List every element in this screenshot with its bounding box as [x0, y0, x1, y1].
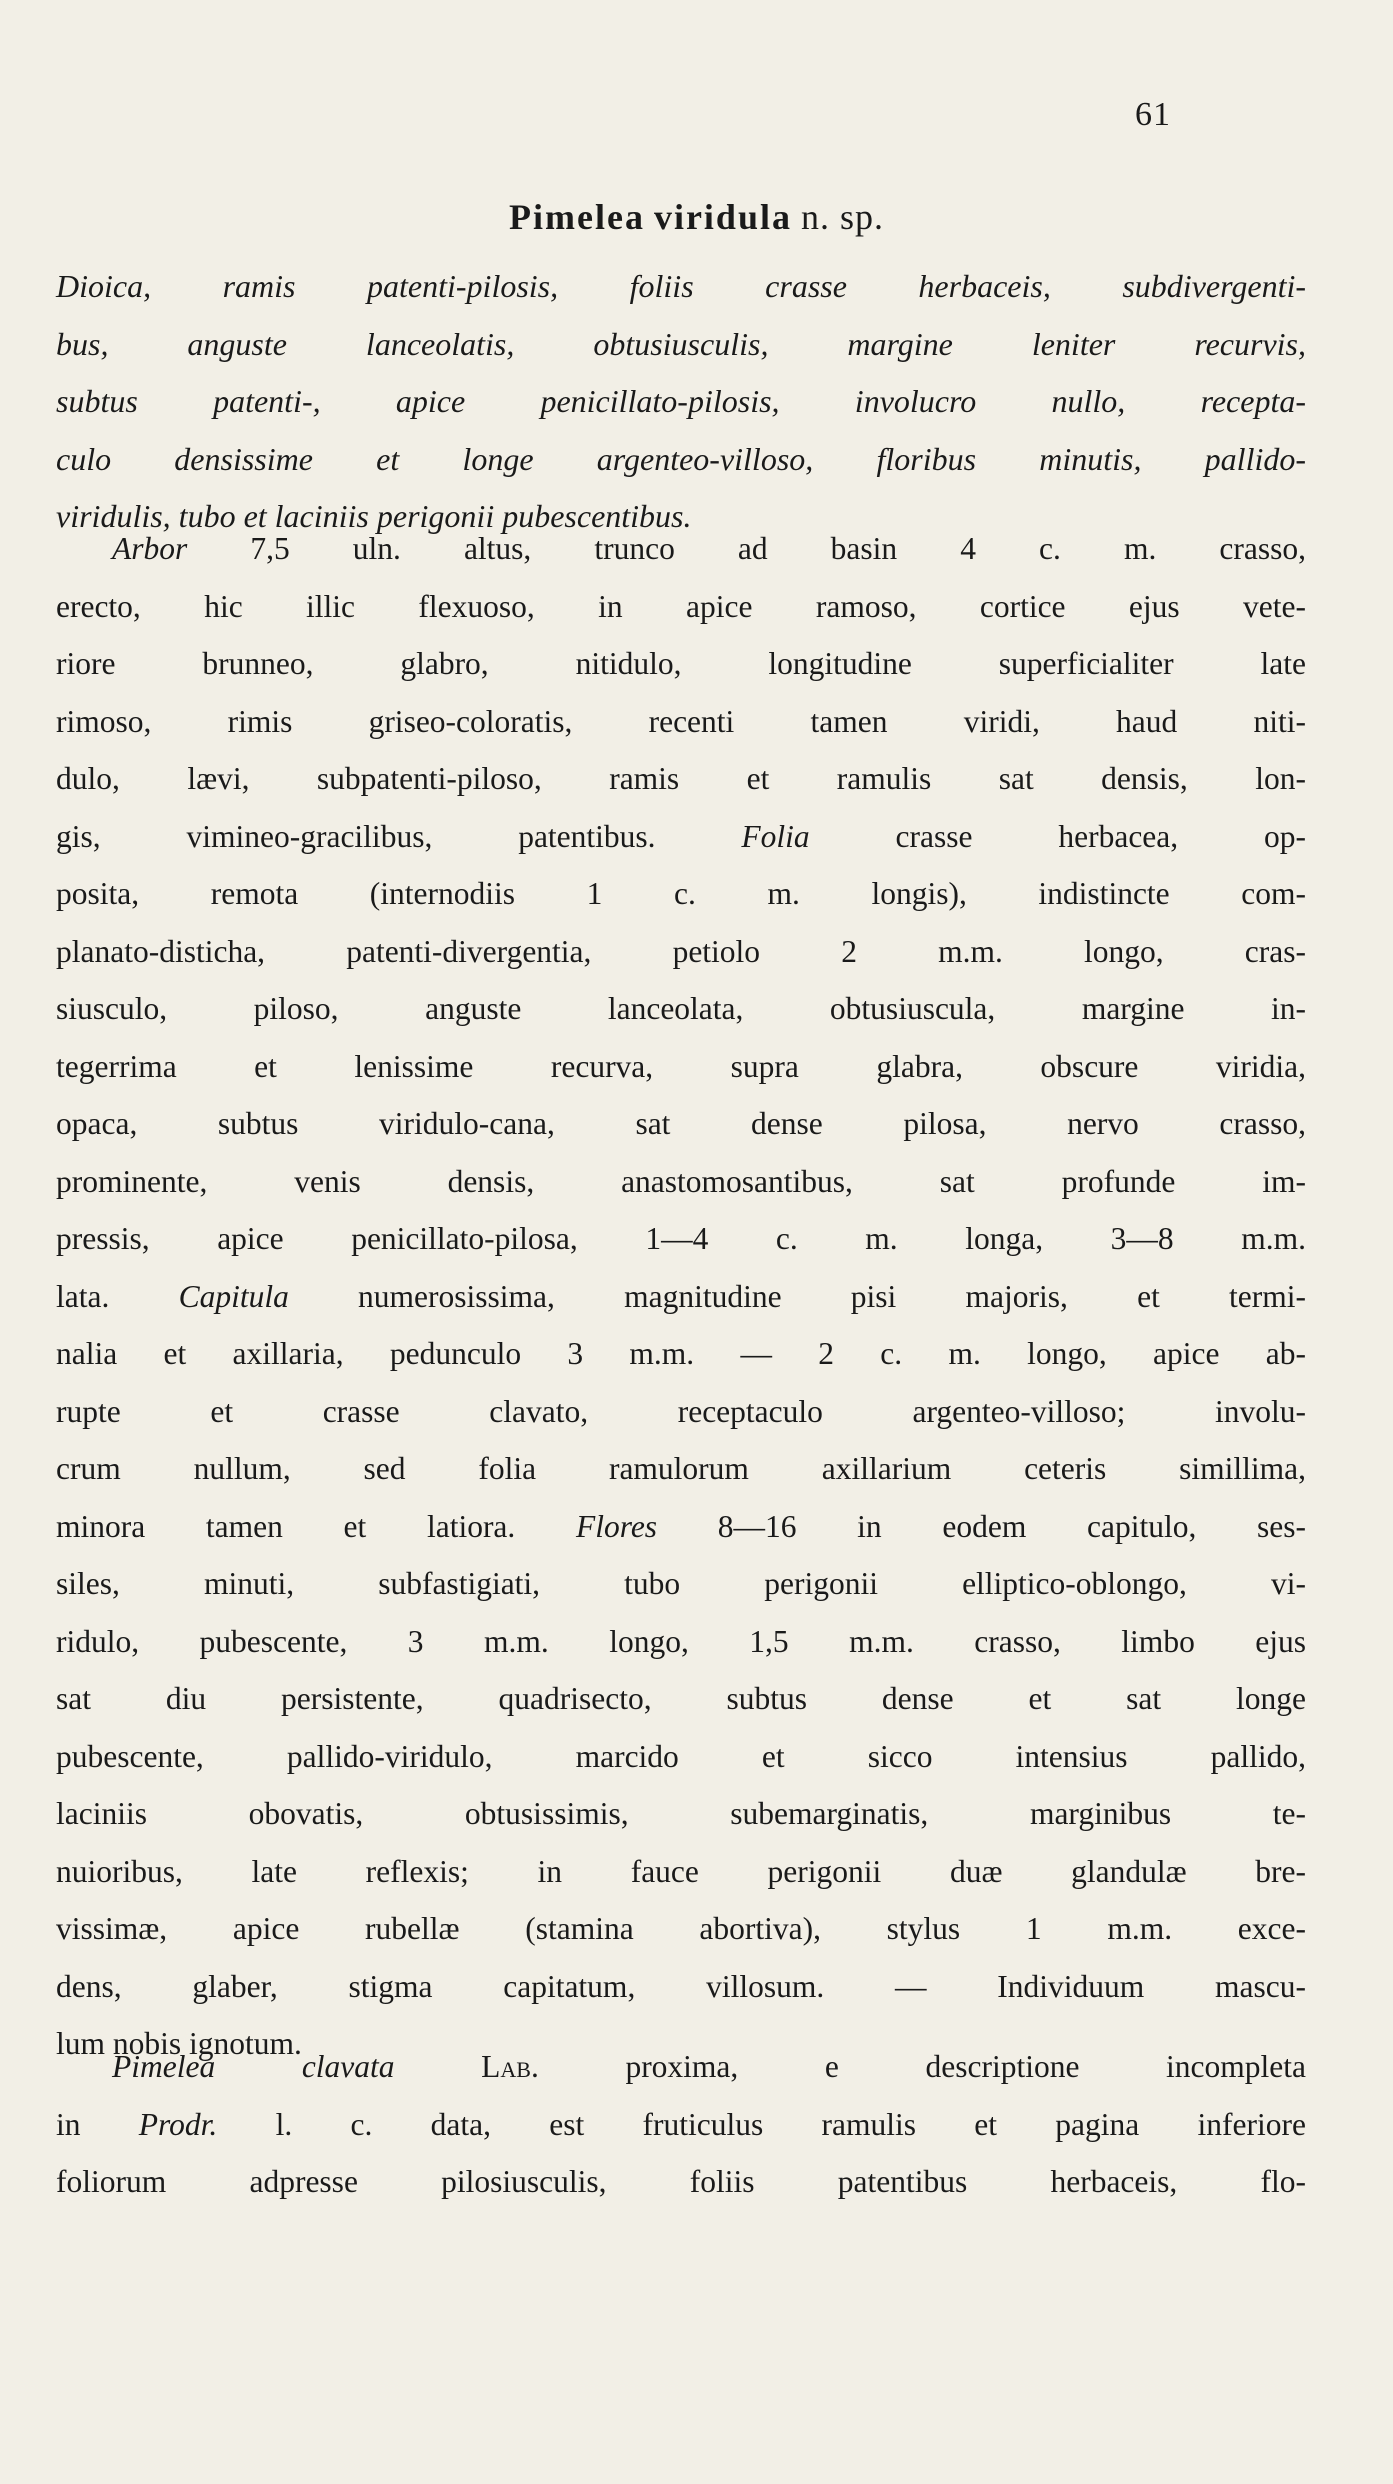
- diagnosis-line: viridulis, tubo et laciniis perigonii pubescentibus.: [56, 498, 692, 534]
- arbor-label: Arbor: [112, 531, 188, 566]
- description-line: [56, 1268, 1306, 1326]
- compared-species: Pimelea clavata: [112, 2049, 395, 2084]
- page-number: 61: [1135, 96, 1171, 133]
- species-heading: [0, 196, 1393, 238]
- diagnosis-line: culo densissime et longe argenteo-villoso, floribus minutis, pallido-: [56, 440, 1306, 477]
- description-line: prominente, venis densis, anastomosantibus, sat profunde im-: [56, 1163, 1306, 1199]
- description-line: [56, 520, 1306, 578]
- description-line: riore brunneo, glabro, nitidulo, longitudine superficialiter late: [56, 646, 1306, 681]
- comparison-paragraph: [56, 2038, 1306, 2211]
- capitula-label: Capitula: [178, 1278, 289, 1314]
- description-line: planato-disticha, patenti-divergentia, petiolo 2 m.m. longo, cras-: [56, 933, 1306, 969]
- description-line: sat diu persistente, quadrisecto, subtus dense et sat longe: [56, 1681, 1306, 1716]
- description-text: gis, vimineo-gracilibus, patentibus.: [56, 818, 742, 854]
- description-line: posita, remota (internodiis 1 c. m. longis), indistincte com-: [56, 876, 1306, 911]
- description-line: siusculo, piloso, anguste lanceolata, obtusiuscula, margine in-: [56, 991, 1306, 1026]
- description-text: 7,5 uln. altus, trunco ad basin 4 c. m. crasso,: [187, 531, 1306, 566]
- description-text: minora tamen et latiora.: [56, 1508, 576, 1544]
- description-text: lata.: [56, 1278, 179, 1314]
- description-text: crasse herbacea, op-: [809, 818, 1306, 854]
- comparison-line: [56, 2096, 1306, 2154]
- comparison-text: proxima, e descriptione incompleta: [538, 2049, 1306, 2084]
- description-line: laciniis obovatis, obtusissimis, subemarginatis, marginibus te-: [56, 1796, 1306, 1831]
- latin-diagnosis: [56, 258, 1306, 546]
- description-line: lum nobis ignotum.: [56, 2026, 302, 2061]
- description-line: rimoso, rimis griseo-coloratis, recenti tamen viridi, haud niti-: [56, 703, 1306, 739]
- description-line: dens, glaber, stigma capitatum, villosum. — Individuum mascu-: [56, 1968, 1306, 2004]
- description-line: opaca, subtus viridulo-cana, sat dense pilosa, nervo crasso,: [56, 1106, 1306, 1141]
- description-line: nuioribus, late reflexis; in fauce perigonii duæ glandulæ bre-: [56, 1853, 1306, 1889]
- description-text: 8—16 in eodem capitulo, ses-: [657, 1508, 1307, 1544]
- folia-label: Folia: [741, 818, 810, 854]
- diagnosis-line: Dioica, ramis patenti-pilosis, foliis crasse herbaceis, subdivergenti-: [56, 268, 1306, 304]
- description-text: numerosissima, magnitudine pisi majoris, et termi-: [288, 1278, 1306, 1314]
- description-line: vissimæ, apice rubellæ (stamina abortiva), stylus 1 m.m. exce-: [56, 1911, 1306, 1946]
- comparison-text: l. c. data, est fruticulus ramulis et pagina inferiore: [217, 2106, 1306, 2142]
- diagnosis-line: bus, anguste lanceolatis, obtusiusculis, margine leniter recurvis,: [56, 325, 1306, 362]
- description-line: rupte et crasse clavato, receptaculo argenteo-villoso; involu-: [56, 1393, 1306, 1429]
- comparison-text: in: [56, 2106, 139, 2142]
- flores-label: Flores: [575, 1508, 658, 1544]
- prodr-reference: Prodr.: [138, 2106, 218, 2142]
- description-line: tegerrima et lenissime recurva, supra glabra, obscure viridia,: [56, 1048, 1306, 1084]
- description-line: crum nullum, sed folia ramulorum axillarium ceteris simillima,: [56, 1451, 1306, 1486]
- description-line: pubescente, pallido-viridulo, marcido et sicco intensius pallido,: [56, 1738, 1306, 1774]
- description-line: erecto, hic illic flexuoso, in apice ramoso, cortice ejus vete-: [56, 588, 1306, 624]
- comparison-line: [56, 2038, 1306, 2096]
- author-abbrev: Lab.: [481, 2049, 539, 2084]
- species-description: [56, 520, 1306, 2073]
- description-line: siles, minuti, subfastigiati, tubo perigonii elliptico-oblongo, vi-: [56, 1566, 1306, 1601]
- description-line: [56, 1498, 1306, 1556]
- description-line: nalia et axillaria, pedunculo 3 m.m. — 2 c. m. longo, apice ab-: [56, 1336, 1306, 1371]
- description-line: dulo, lævi, subpatenti-piloso, ramis et ramulis sat densis, lon-: [56, 761, 1306, 796]
- description-line: [56, 808, 1306, 866]
- comparison-line: foliorum adpresse pilosiusculis, foliis patentibus herbaceis, flo-: [56, 2164, 1306, 2199]
- species-name: viridula: [653, 197, 792, 237]
- diagnosis-line: subtus patenti-, apice penicillato-pilosis, involucro nullo, recepta-: [56, 383, 1306, 419]
- genus-name: Pimelea: [509, 197, 645, 237]
- description-line: pressis, apice penicillato-pilosa, 1—4 c. m. longa, 3—8 m.m.: [56, 1221, 1306, 1256]
- new-species-marker: n. sp.: [800, 197, 884, 237]
- description-line: ridulo, pubescente, 3 m.m. longo, 1,5 m.m. crasso, limbo ejus: [56, 1623, 1306, 1659]
